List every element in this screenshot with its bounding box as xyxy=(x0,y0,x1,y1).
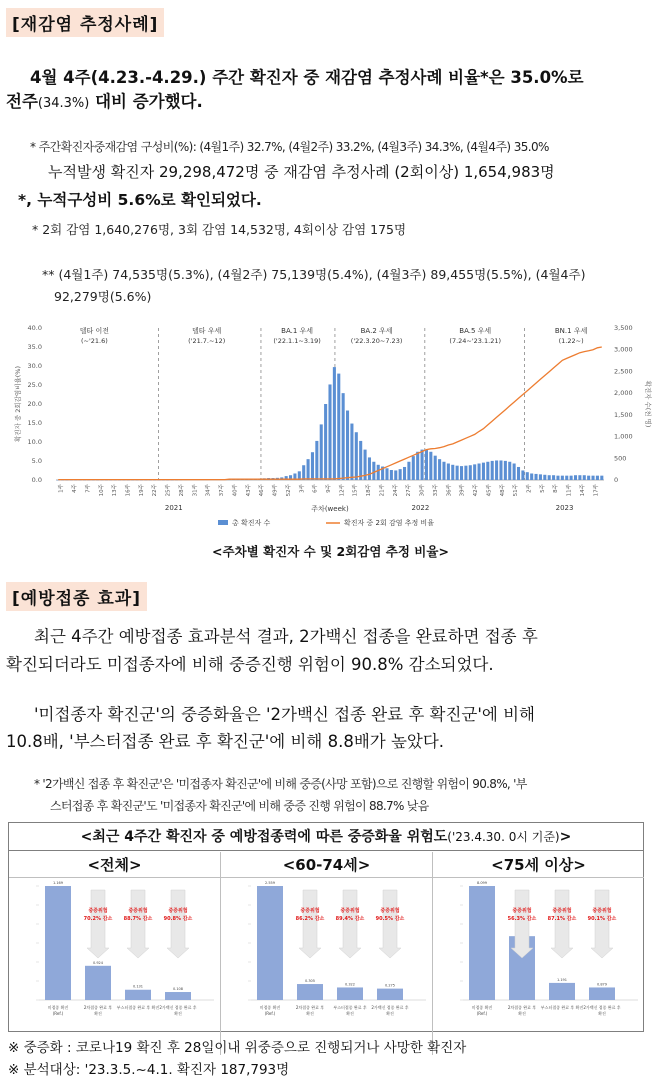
x-tick-label: 28주 xyxy=(178,484,185,497)
risk-bar-category: 2가백신 접종 완료 후 xyxy=(159,1005,197,1010)
confirmed-bar xyxy=(451,465,454,480)
x-tick-label: 31주 xyxy=(192,484,199,497)
confirmed-bar xyxy=(399,469,402,480)
confirmed-bar xyxy=(302,465,305,480)
risk-bar xyxy=(469,886,495,1000)
reduction-label: 중증위험 xyxy=(552,908,572,914)
confirmed-bar xyxy=(456,466,459,480)
risk-bar xyxy=(549,983,575,1000)
confirmed-bar xyxy=(526,472,529,480)
period-range: (~'21.6) xyxy=(80,337,108,345)
confirmed-bar xyxy=(517,467,520,480)
period-name: BA.2 우세 xyxy=(360,327,393,335)
risk-bar-category: 부스터접종 완료 후 확진 xyxy=(116,1005,160,1010)
vaccine-note-line2: 스터접종 후 확진군'도 '미접종자 확진군'에 비해 중증 진행 위험이 88.7% 낮음 xyxy=(50,799,429,813)
risk-table-title xyxy=(9,823,643,851)
confirmed-bar xyxy=(587,476,590,480)
x-tick-label: 4주 xyxy=(72,484,79,493)
confirmed-bar xyxy=(600,476,603,480)
confirmed-bar xyxy=(324,404,327,480)
risk-bar xyxy=(45,886,71,1000)
reduction-percent: 90.5% 감소 xyxy=(375,916,405,922)
confirmed-bar xyxy=(552,475,555,480)
year-label: 2023 xyxy=(555,504,574,512)
risk-bar-value: 2.559 xyxy=(264,881,276,885)
panel-title-all: <전체> xyxy=(9,852,220,878)
x-tick-label: 52주 xyxy=(285,484,292,497)
y-right-label: 확진자 수(천 명) xyxy=(644,380,652,428)
y-right-tick: 3,500 xyxy=(614,324,633,332)
risk-bar-value: 0.879 xyxy=(596,982,608,987)
confirmed-bar xyxy=(482,463,485,480)
x-tick-label: 18주 xyxy=(366,484,373,497)
y-right-tick: 2,500 xyxy=(614,367,633,376)
legend-swatch-bars xyxy=(218,520,228,525)
year-label: 2021 xyxy=(164,504,183,512)
x-tick-label: 8주 xyxy=(553,484,560,493)
x-tick-label: 46주 xyxy=(259,484,266,497)
reduction-arrow xyxy=(339,890,361,958)
risk-bar xyxy=(257,886,283,1000)
risk-bar-category: 미접종 확진 xyxy=(471,1005,493,1010)
risk-bar-category: 확진 xyxy=(518,1011,526,1016)
period-name: BN.1 우세 xyxy=(554,327,588,335)
y-left-tick: 15.0 xyxy=(27,419,42,427)
confirmed-bar xyxy=(311,452,314,480)
confirmed-bar xyxy=(359,441,362,480)
section-title-vaccine-effect: [예방접종 효과] xyxy=(6,582,147,611)
risk-bar-category: 확진 xyxy=(598,1011,606,1016)
confirmed-bar xyxy=(513,463,516,480)
reduction-label: 중증위험 xyxy=(512,908,532,914)
risk-bar xyxy=(377,989,403,1000)
panel-title-60-74: <60-74세> xyxy=(221,852,432,878)
confirmed-bar xyxy=(504,461,507,480)
confirmed-bar xyxy=(570,476,573,480)
risk-chart-60-74 xyxy=(221,878,432,1032)
confirmed-bar xyxy=(464,466,467,480)
reduction-percent: 86.2% 감소 xyxy=(295,916,325,922)
risk-chart-75-plus xyxy=(433,878,644,1032)
risk-bar xyxy=(85,966,111,1000)
confirmed-bar xyxy=(508,462,511,480)
y-right-tick: 2,000 xyxy=(614,389,633,398)
confirmed-bar xyxy=(434,456,437,480)
confirmed-bar xyxy=(315,441,318,480)
period-name: 델타 우세 xyxy=(192,327,222,335)
confirmed-bar xyxy=(574,475,577,480)
y-right-tick: 1,500 xyxy=(614,410,633,419)
reduction-percent: 90.8% 감소 xyxy=(163,916,193,922)
confirmed-bar xyxy=(328,384,331,480)
reduction-label: 중증위험 xyxy=(88,908,108,914)
confirmed-bar xyxy=(592,476,595,480)
x-tick-label: 6주 xyxy=(312,484,319,493)
x-tick-label: 16주 xyxy=(125,484,132,497)
confirmed-bar xyxy=(394,470,397,480)
risk-bar-category: 확진 xyxy=(94,1011,102,1016)
confirmed-bar xyxy=(377,465,380,480)
confirmed-bar xyxy=(561,476,564,480)
reduction-arrow xyxy=(299,890,321,958)
confirmed-bar xyxy=(578,475,581,480)
confirmed-bar xyxy=(521,470,524,480)
weekly-confirmed-chart xyxy=(0,318,661,536)
confirmed-bar xyxy=(478,463,481,480)
legend-label-line: 확진자 중 2회 감염 추정 비율 xyxy=(344,519,434,527)
confirmed-bar xyxy=(385,468,388,480)
reduction-arrow xyxy=(127,890,149,958)
x-tick-label: 34주 xyxy=(205,484,212,497)
confirmed-bar xyxy=(596,476,599,480)
risk-bar-category: 부스터접종 완료 후 xyxy=(333,1005,367,1010)
x-tick-label: 3주 xyxy=(299,484,306,493)
confirmed-bar xyxy=(390,470,393,480)
confirmed-bar xyxy=(499,460,502,480)
x-tick-label: 7주 xyxy=(85,484,92,493)
confirmed-bar xyxy=(425,450,428,480)
x-tick-label: 42주 xyxy=(473,484,480,497)
x-tick-label: 12주 xyxy=(339,484,346,497)
period-range: (1.22~) xyxy=(558,337,584,345)
cumulative-para-line2: *, 누적구성비 5.6%로 확인되었다. xyxy=(18,191,262,209)
prev-week-value: (34.3%) xyxy=(37,96,90,111)
y-left-tick: 25.0 xyxy=(27,381,42,389)
risk-bar-category: 2가백신 접종 완료 후 xyxy=(583,1005,621,1010)
increase-text: 대비 증가했다. xyxy=(89,92,203,111)
x-tick-label: 33주 xyxy=(432,484,439,497)
x-tick-label: 45주 xyxy=(486,484,493,497)
risk-bar-category: 확진 xyxy=(386,1011,394,1016)
reduction-arrow xyxy=(551,890,573,958)
confirmed-bar xyxy=(416,452,419,480)
risk-chart-all xyxy=(9,878,220,1032)
x-tick-label: 19주 xyxy=(138,484,145,497)
reduction-arrow xyxy=(591,890,613,958)
x-tick-label: 24주 xyxy=(392,484,399,497)
confirmed-bar xyxy=(530,473,533,480)
confirmed-bar xyxy=(350,424,353,480)
confirmed-bar xyxy=(543,475,546,480)
risk-bar xyxy=(125,990,151,1000)
severity-risk-table xyxy=(8,822,644,1032)
y-left-tick: 0.0 xyxy=(31,476,42,484)
risk-bar-value: 0.924 xyxy=(92,960,104,965)
confirmed-bar xyxy=(535,474,538,480)
prev-week-label: 전주 xyxy=(6,92,38,111)
x-tick-label: 13주 xyxy=(112,484,119,497)
reduction-percent: 89.4% 감소 xyxy=(335,916,365,922)
weekly-count-note-line2: 92,279명(5.6%) xyxy=(54,289,152,304)
confirmed-bar xyxy=(421,450,424,480)
x-tick-label: 2주 xyxy=(526,484,533,493)
period-name: 델타 이전 xyxy=(79,327,110,335)
risk-bar-category: 2차접종 완료 후 xyxy=(83,1005,113,1010)
vaccine-para2-line2: 10.8배, '부스터접종 완료 후 확진군'에 비해 8.8배가 높았다. xyxy=(6,732,445,751)
y-right-tick: 3,000 xyxy=(614,345,633,354)
confirmed-bar xyxy=(473,464,476,480)
period-range: ('22.1.1~3.19) xyxy=(273,337,321,345)
risk-bar-category: 미접종 확진 xyxy=(47,1005,69,1010)
reduction-percent: 87.1% 감소 xyxy=(547,916,577,922)
confirmed-bar xyxy=(320,424,323,480)
confirmed-bar xyxy=(403,467,406,480)
risk-bar-value: 0.131 xyxy=(132,984,144,989)
y-left-tick: 10.0 xyxy=(27,438,42,446)
confirmed-bar xyxy=(333,367,336,480)
weekly-ratio-note: * 주간확진자중재감염 구성비(%): (4월1주) 32.7%, (4월2주) 33.2%, (4월3주) 34.3%, (4월4주) 35.0% xyxy=(30,140,549,154)
risk-bar-category: (Ref.) xyxy=(52,1011,64,1016)
confirmed-bar xyxy=(539,474,542,480)
confirmed-bar xyxy=(469,465,472,480)
year-label: 2022 xyxy=(411,504,430,512)
x-tick-label: 10주 xyxy=(98,484,105,497)
x-tick-label: 40주 xyxy=(232,484,239,497)
y-left-tick: 20.0 xyxy=(27,400,42,408)
x-tick-label: 17주 xyxy=(593,484,600,497)
confirmed-bar xyxy=(491,461,494,480)
x-tick-label: 25주 xyxy=(165,484,172,497)
x-tick-label: 9주 xyxy=(326,484,332,493)
reduction-arrow xyxy=(167,890,189,958)
reduction-label: 중증위험 xyxy=(380,908,400,914)
confirmed-bar xyxy=(548,475,551,480)
risk-bar-category: 확진 xyxy=(346,1011,354,1016)
risk-bar xyxy=(297,984,323,1000)
risk-bar-category: 확진 xyxy=(306,1011,314,1016)
chart-caption: <주차별 확진자 수 및 2회감염 추정 비율> xyxy=(212,544,449,559)
confirmed-bar xyxy=(565,476,568,480)
risk-bar-value: 1.169 xyxy=(52,881,64,885)
confirmed-bar xyxy=(583,475,586,480)
vaccine-para1-line1: 최근 4주간 예방접종 효과분석 결과, 2가백신 접종을 완료하면 접종 후 xyxy=(34,627,538,646)
risk-table-title-main: <최근 4주간 확진자 중 예방접종력에 따른 중증화율 위험도 xyxy=(80,829,448,845)
x-tick-label: 27주 xyxy=(406,484,413,497)
risk-bar-value: 8.099 xyxy=(476,881,488,885)
y-left-tick: 40.0 xyxy=(27,324,42,332)
panel-title-75-plus: <75세 이상> xyxy=(433,852,644,878)
x-tick-label: 39주 xyxy=(459,484,466,497)
risk-bar-value: 0.108 xyxy=(172,987,184,992)
risk-bar-category: (Ref.) xyxy=(476,1011,488,1016)
footer-definition: ※ 중증화 : 코로나19 확진 후 28일이내 위중증으로 진행되거나 사망한 확진자 xyxy=(8,1040,467,1056)
period-name: BA.5 우세 xyxy=(459,327,492,335)
risk-bar-category: 부스터접종 완료 후 확진 xyxy=(540,1005,584,1010)
confirmed-bar xyxy=(307,459,310,480)
x-tick-label: 11주 xyxy=(566,484,573,497)
period-range: ('22.3.20~7.23) xyxy=(350,337,403,345)
risk-panel-60-74 xyxy=(221,852,433,1055)
reduction-arrow xyxy=(511,890,533,958)
legend-label-bars: 총 확진자 수 xyxy=(232,519,271,527)
period-range: (7.24~'23.1.21) xyxy=(449,337,502,345)
confirmed-bar xyxy=(486,462,489,480)
risk-table-title-end: > xyxy=(559,829,572,845)
reduction-label: 중증위험 xyxy=(128,908,148,914)
x-tick-label: 51주 xyxy=(513,484,520,497)
risk-panel-75-plus xyxy=(433,852,644,1055)
confirmed-bar xyxy=(407,462,410,480)
confirmed-bar xyxy=(412,456,415,480)
reduction-percent: 56.3% 감소 xyxy=(507,916,537,922)
risk-bar xyxy=(589,987,615,1000)
risk-bar-value: 1.191 xyxy=(556,977,568,982)
confirmed-bar xyxy=(495,460,498,480)
confirmed-bar xyxy=(556,476,559,480)
footer-analysis-target: ※ 분석대상: '23.3.5.~4.1. 확진자 187,793명 xyxy=(8,1062,290,1078)
risk-bar-category: 확진 xyxy=(174,1011,182,1016)
risk-bar-category: 2가백신 접종 완료 후 xyxy=(371,1005,409,1010)
reinfection-para-line2 xyxy=(6,90,203,116)
y-left-tick: 5.0 xyxy=(31,457,42,465)
x-tick-label: 37주 xyxy=(219,484,226,497)
risk-bar-value: 0.305 xyxy=(304,979,316,984)
reduction-arrow xyxy=(379,890,401,958)
confirmed-bar xyxy=(368,457,371,480)
reduction-percent: 88.7% 감소 xyxy=(123,916,153,922)
reduction-arrow xyxy=(87,890,109,958)
x-tick-label: 15주 xyxy=(352,484,359,497)
x-tick-label: 49주 xyxy=(272,484,279,497)
x-tick-label: 43주 xyxy=(245,484,252,497)
confirmed-bar xyxy=(438,459,441,480)
risk-bar xyxy=(337,987,363,1000)
confirmed-bar xyxy=(342,393,345,480)
risk-bar-category: 미접종 확진 xyxy=(259,1005,281,1010)
reinfection-para-line1: 4월 4주(4.23.-4.29.) 주간 확진자 중 재감염 추정사례 비율*은 35.0%로 xyxy=(30,68,584,87)
risk-table-title-date: ('23.4.30. 0시 기준) xyxy=(447,830,560,844)
confirmed-bar xyxy=(429,452,432,480)
risk-bar xyxy=(165,992,191,1000)
confirmed-bar xyxy=(346,411,349,480)
reduction-label: 중증위험 xyxy=(592,908,612,914)
x-tick-label: 5주 xyxy=(539,484,546,493)
confirmed-bar xyxy=(460,466,463,480)
infection-count-note: * 2회 감염 1,640,276명, 3회 감염 14,532명, 4회이상 감염 175명 xyxy=(32,222,407,237)
period-range: ('21.7.~12) xyxy=(188,337,226,345)
confirmed-bar xyxy=(355,432,358,480)
vaccine-para2-line1: '미접종자 확진군'의 중증화율은 '2가백신 접종 완료 후 확진군'에 비해 xyxy=(34,705,535,724)
x-tick-label: 36주 xyxy=(446,484,453,497)
y-left-label: 확진자 중 2회감염비율(%) xyxy=(14,365,22,443)
reduction-percent: 70.2% 감소 xyxy=(83,916,113,922)
y-right-tick: 0 xyxy=(614,476,619,484)
risk-panel-all xyxy=(9,852,221,1055)
risk-bar-category: 2차접종 완료 후 xyxy=(507,1005,537,1010)
x-axis-label: 주차(week) xyxy=(311,505,349,513)
risk-bar-value: 0.275 xyxy=(384,983,396,988)
y-right-tick: 500 xyxy=(614,454,627,463)
x-tick-label: 22주 xyxy=(152,484,159,497)
risk-bar-value: 0.322 xyxy=(344,982,356,987)
vaccine-note-line1: * '2가백신 접종 후 확진군'은 '미접종자 확진군'에 비해 중증(사망 포함)으로 진행할 위험이 90.8%, '부 xyxy=(34,777,527,791)
section-title-reinfection: [재감염 추정사례] xyxy=(6,8,164,37)
x-tick-label: 21주 xyxy=(379,484,386,497)
reduction-label: 중증위험 xyxy=(340,908,360,914)
period-name: BA.1 우세 xyxy=(281,327,314,335)
reduction-label: 중증위험 xyxy=(300,908,320,914)
confirmed-bar xyxy=(372,462,375,480)
x-tick-label: 14주 xyxy=(579,484,586,497)
x-tick-label: 48주 xyxy=(499,484,506,497)
risk-bar-category: 2차접종 완료 후 xyxy=(295,1005,325,1010)
y-left-tick: 30.0 xyxy=(27,362,42,370)
y-right-tick: 1,000 xyxy=(614,432,633,441)
weekly-count-note-line1: ** (4월1주) 74,535명(5.3%), (4월2주) 75,139명(5.4%), (4월3주) 89,455명(5.5%), (4월4주) xyxy=(42,267,586,282)
confirmed-bar xyxy=(447,463,450,480)
risk-bar-category: (Ref.) xyxy=(264,1011,276,1016)
x-tick-label: 30주 xyxy=(419,484,426,497)
cumulative-para-line1: 누적발생 확진자 29,298,472명 중 재감염 추정사례 (2회이상) 1,654,983명 xyxy=(48,163,555,181)
vaccine-para1-line2: 확진되더라도 미접종자에 비해 중증진행 위험이 90.8% 감소되었다. xyxy=(6,655,494,674)
confirmed-bar xyxy=(442,462,445,480)
reduction-label: 중증위험 xyxy=(168,908,188,914)
confirmed-bar xyxy=(337,374,340,480)
reduction-percent: 90.1% 감소 xyxy=(587,916,617,922)
x-tick-label: 1주 xyxy=(58,484,65,493)
y-left-tick: 35.0 xyxy=(27,343,42,351)
